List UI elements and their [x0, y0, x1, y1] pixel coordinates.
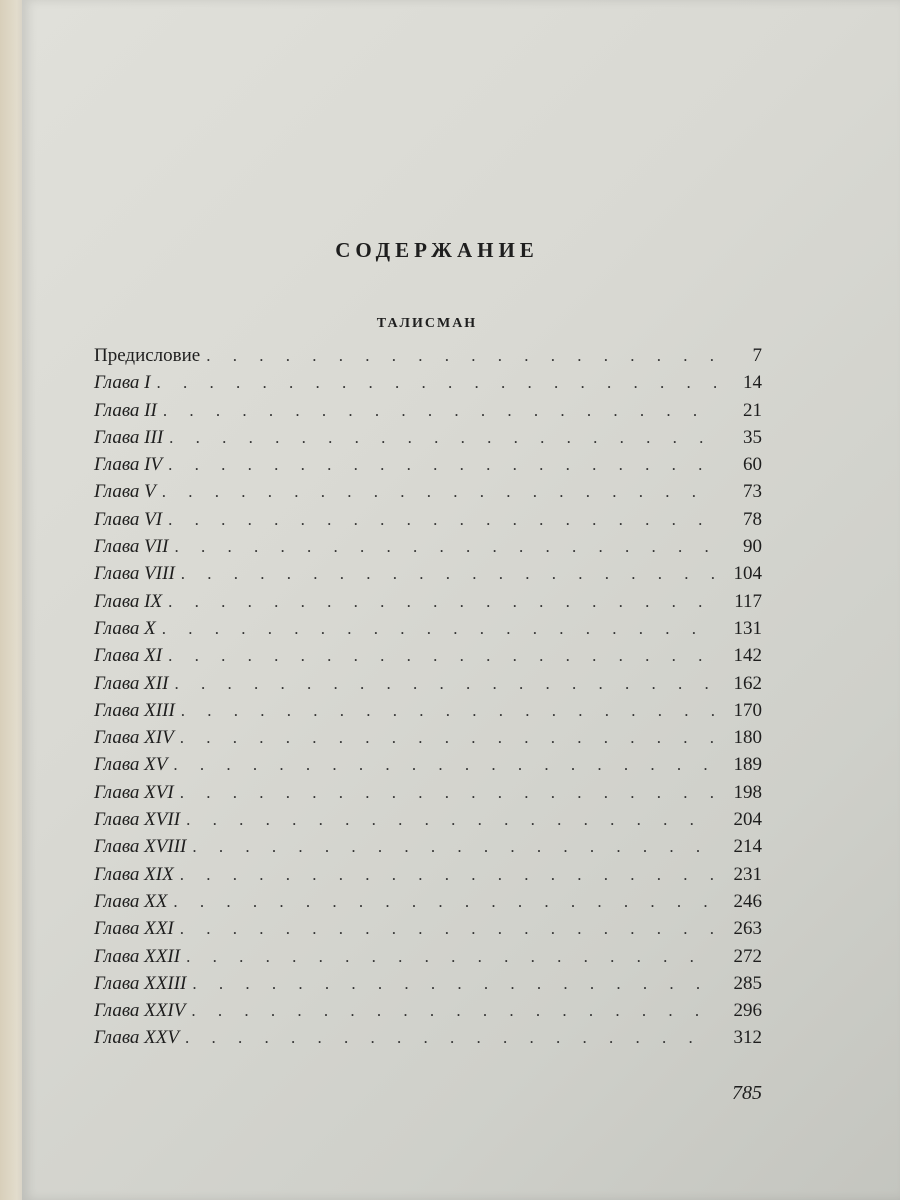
- page-title: СОДЕРЖАНИЕ: [335, 238, 539, 262]
- toc-entry-page: 117: [734, 590, 762, 612]
- toc-entry-page: 285: [733, 972, 762, 994]
- toc-entry-page: 60: [743, 454, 762, 476]
- toc-entry-page: 7: [752, 345, 762, 366]
- toc-entry: [94, 779, 762, 806]
- toc-entry-page: 296: [733, 1000, 762, 1022]
- toc-entry-page: 142: [733, 645, 762, 667]
- toc-entry: [94, 342, 762, 369]
- toc-entry: [94, 861, 762, 888]
- table-of-contents: [94, 342, 762, 1052]
- page-number: 785: [732, 1082, 762, 1104]
- dot-leader: [168, 642, 716, 669]
- dot-leader: [186, 943, 716, 970]
- dot-leader: [206, 342, 716, 369]
- toc-entry-label: Глава I: [94, 372, 151, 394]
- toc-entry-label: Глава V: [94, 481, 156, 503]
- dot-leader: [168, 451, 716, 478]
- toc-entry-page: 246: [733, 890, 762, 912]
- toc-entry-page: 90: [743, 536, 762, 558]
- dot-leader: [157, 369, 716, 396]
- toc-entry: [94, 833, 762, 860]
- toc-entry-label: Глава XI: [94, 645, 163, 667]
- toc-entry-label: Глава XVI: [94, 781, 174, 803]
- toc-entry: [94, 751, 762, 778]
- toc-entry-label: Глава IX: [94, 590, 163, 612]
- dot-leader: [180, 779, 716, 806]
- section-title: ТАЛИСМАН: [376, 316, 478, 331]
- toc-entry-page: 180: [733, 727, 762, 749]
- toc-entry: [94, 1024, 762, 1051]
- dot-leader: [168, 506, 716, 533]
- toc-entry-label: Глава XIV: [94, 727, 174, 749]
- dot-leader: [169, 424, 716, 451]
- toc-entry-page: 312: [733, 1027, 762, 1049]
- toc-entry: [94, 997, 762, 1024]
- toc-entry: [94, 397, 762, 424]
- toc-entry: [94, 670, 762, 697]
- dot-leader: [180, 724, 716, 751]
- dot-leader: [173, 888, 716, 915]
- toc-entry-label: Глава XIX: [94, 863, 174, 885]
- toc-entry-page: 35: [743, 426, 762, 448]
- dot-leader: [163, 397, 716, 424]
- toc-entry-label: Глава XII: [94, 672, 169, 694]
- toc-entry-label: Глава III: [94, 426, 164, 448]
- dot-leader: [192, 833, 716, 860]
- toc-entry: [94, 943, 762, 970]
- toc-entry: [94, 888, 762, 915]
- toc-entry-label: Глава VII: [94, 536, 169, 558]
- toc-entry: [94, 533, 762, 560]
- dot-leader: [186, 806, 716, 833]
- toc-entry-page: 104: [733, 563, 762, 585]
- toc-entry-label: Предисловие: [94, 345, 201, 366]
- toc-entry-page: 214: [733, 836, 762, 858]
- dot-leader: [168, 588, 716, 615]
- toc-entry-page: 272: [733, 945, 762, 967]
- dot-leader: [181, 560, 716, 587]
- toc-entry: [94, 970, 762, 997]
- toc-entry-label: Глава X: [94, 617, 156, 639]
- toc-entry-page: 204: [733, 809, 762, 831]
- toc-entry-page: 78: [743, 508, 762, 530]
- book-page: [22, 0, 900, 1200]
- toc-entry-page: 198: [733, 781, 762, 803]
- toc-entry: [94, 478, 762, 505]
- toc-entry-label: Глава XXII: [94, 945, 181, 967]
- toc-entry-label: Глава XX: [94, 890, 168, 912]
- toc-entry: [94, 642, 762, 669]
- dot-leader: [192, 970, 716, 997]
- toc-entry: [94, 615, 762, 642]
- dot-leader: [162, 615, 716, 642]
- toc-entry: [94, 915, 762, 942]
- toc-entry-label: Глава XV: [94, 754, 168, 776]
- toc-entry: [94, 369, 762, 396]
- toc-entry-label: Глава XXV: [94, 1027, 179, 1049]
- toc-entry-label: Глава VIII: [94, 563, 175, 585]
- toc-entry-page: 162: [733, 672, 762, 694]
- dot-leader: [180, 915, 716, 942]
- toc-entry-page: 131: [733, 617, 762, 639]
- toc-entry-page: 263: [733, 918, 762, 940]
- toc-entry: [94, 560, 762, 587]
- toc-entry-label: Глава II: [94, 399, 157, 421]
- toc-entry-label: Глава XXIV: [94, 1000, 186, 1022]
- toc-entry-page: 189: [733, 754, 762, 776]
- toc-entry: [94, 424, 762, 451]
- toc-entry: [94, 697, 762, 724]
- dot-leader: [191, 997, 716, 1024]
- toc-entry-label: Глава XIII: [94, 699, 175, 721]
- toc-entry: [94, 506, 762, 533]
- toc-entry-label: Глава VI: [94, 508, 163, 530]
- toc-entry: [94, 724, 762, 751]
- toc-entry-label: Глава XXI: [94, 918, 174, 940]
- toc-entry: [94, 451, 762, 478]
- toc-entry-label: Глава XVII: [94, 809, 181, 831]
- toc-entry: [94, 806, 762, 833]
- toc-entry-page: 21: [743, 399, 762, 421]
- toc-entry-page: 231: [733, 863, 762, 885]
- toc-entry-page: 14: [743, 372, 762, 394]
- toc-entry-label: Глава IV: [94, 454, 163, 476]
- dot-leader: [173, 751, 716, 778]
- dot-leader: [174, 533, 716, 560]
- dot-leader: [180, 861, 716, 888]
- dot-leader: [162, 478, 716, 505]
- toc-entry-page: 170: [733, 699, 762, 721]
- dot-leader: [174, 670, 716, 697]
- toc-entry-page: 73: [743, 481, 762, 503]
- toc-entry-label: Глава XVIII: [94, 836, 187, 858]
- toc-entry-label: Глава XXIII: [94, 972, 187, 994]
- dot-leader: [181, 697, 716, 724]
- toc-entry: [94, 588, 762, 615]
- dot-leader: [185, 1024, 716, 1051]
